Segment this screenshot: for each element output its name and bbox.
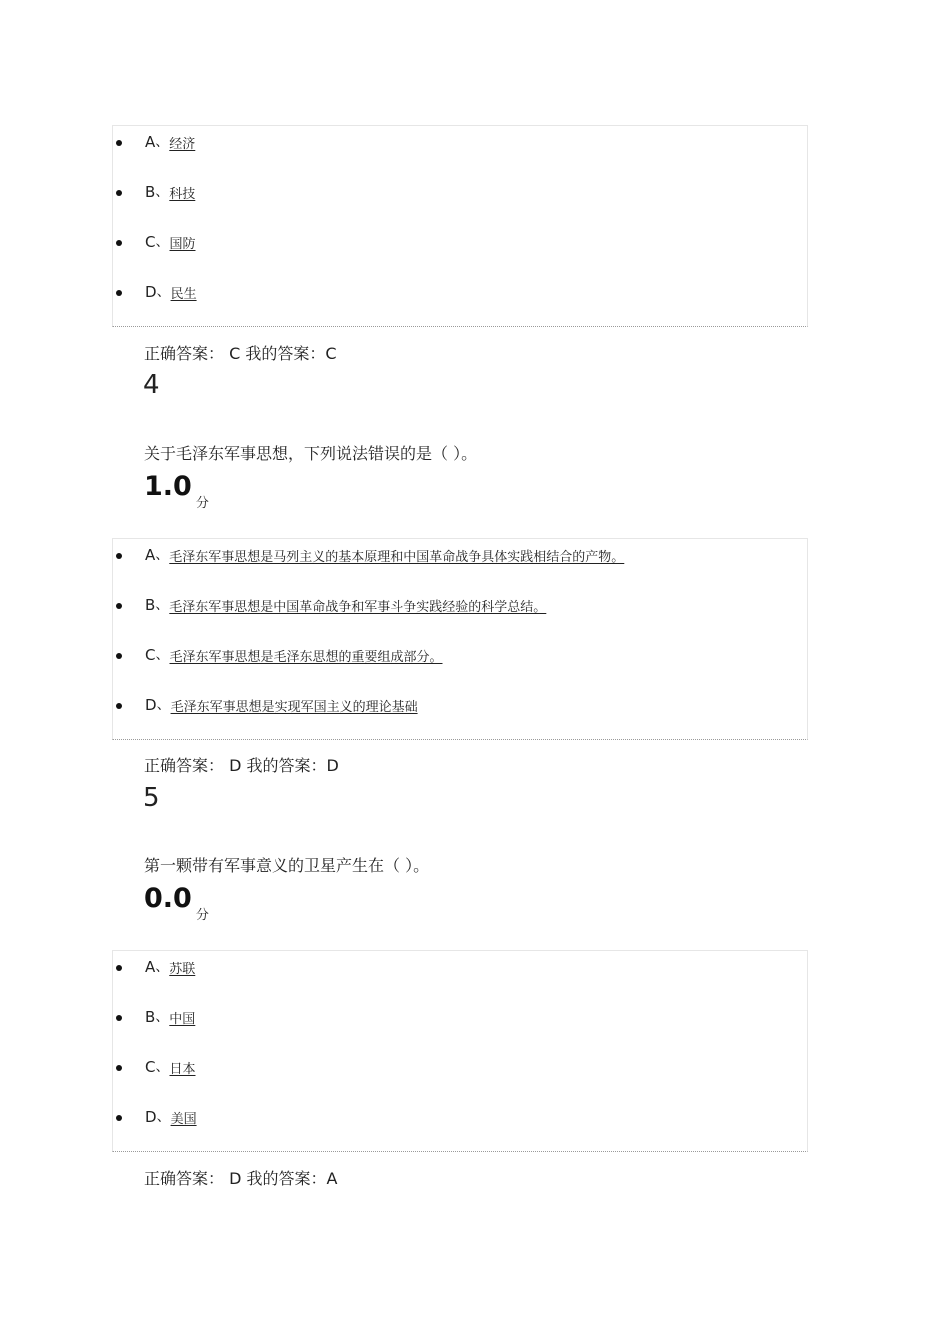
options-box-q4 xyxy=(112,538,808,740)
bullet-icon xyxy=(116,140,122,146)
score-unit: 分 xyxy=(195,496,209,511)
bullet-icon xyxy=(116,965,122,971)
option-c[interactable]: C、国防 xyxy=(113,232,807,282)
question-score xyxy=(144,471,209,511)
bullet-icon xyxy=(116,603,122,609)
option-c[interactable]: C、毛泽东军事思想是毛泽东思想的重要组成部分。 xyxy=(113,645,807,695)
option-text[interactable]: 日本 xyxy=(169,1062,196,1077)
option-text[interactable]: 毛泽东军事思想是毛泽东思想的重要组成部分。 xyxy=(169,650,443,665)
options-box-q5 xyxy=(112,950,808,1152)
option-a[interactable]: A、苏联 xyxy=(113,957,807,1007)
option-d[interactable]: D、毛泽东军事思想是实现军国主义的理论基础 xyxy=(113,695,807,745)
option-b[interactable]: B、中国 xyxy=(113,1007,807,1057)
bullet-icon xyxy=(116,240,122,246)
score-value: 0.0 xyxy=(144,883,192,914)
option-text[interactable]: 苏联 xyxy=(169,962,196,977)
option-a[interactable]: A、毛泽东军事思想是马列主义的基本原理和中国革命战争具体实践相结合的产物。 xyxy=(113,545,807,595)
question-number: 5 xyxy=(143,783,160,813)
question-number: 4 xyxy=(143,370,160,400)
option-text[interactable]: 毛泽东军事思想是中国革命战争和军事斗争实践经验的科学总结。 xyxy=(169,600,547,615)
option-text[interactable]: 科技 xyxy=(169,187,196,202)
bullet-icon xyxy=(116,190,122,196)
bullet-icon xyxy=(116,1065,122,1071)
bullet-icon xyxy=(116,290,122,296)
answer-line-q4: 正确答案： D 我的答案：D xyxy=(144,756,339,775)
bullet-icon xyxy=(116,703,122,709)
option-b[interactable]: B、科技 xyxy=(113,182,807,232)
bullet-icon xyxy=(116,553,122,559)
option-text[interactable]: 民生 xyxy=(170,287,197,302)
option-b[interactable]: B、毛泽东军事思想是中国革命战争和军事斗争实践经验的科学总结。 xyxy=(113,595,807,645)
option-d[interactable]: D、美国 xyxy=(113,1107,807,1157)
bullet-icon xyxy=(116,1015,122,1021)
option-text[interactable]: 国防 xyxy=(169,237,196,252)
options-box-q3 xyxy=(112,125,808,327)
score-value: 1.0 xyxy=(144,471,192,502)
option-text[interactable]: 毛泽东军事思想是实现军国主义的理论基础 xyxy=(170,700,418,715)
answer-line-q5: 正确答案： D 我的答案：A xyxy=(144,1169,338,1188)
score-unit: 分 xyxy=(195,908,209,923)
option-c[interactable]: C、日本 xyxy=(113,1057,807,1107)
question-stem: 第一颗带有军事意义的卫星产生在（ ）。 xyxy=(144,856,430,875)
option-text[interactable]: 中国 xyxy=(169,1012,196,1027)
option-a[interactable]: A、经济 xyxy=(113,132,807,182)
option-d[interactable]: D、民生 xyxy=(113,282,807,332)
option-text[interactable]: 毛泽东军事思想是马列主义的基本原理和中国革命战争具体实践相结合的产物。 xyxy=(169,550,625,565)
option-text[interactable]: 经济 xyxy=(169,137,196,152)
bullet-icon xyxy=(116,1115,122,1121)
answer-line-q3: 正确答案： C 我的答案：C xyxy=(144,344,337,363)
question-score xyxy=(144,883,209,923)
bullet-icon xyxy=(116,653,122,659)
question-stem: 关于毛泽东军事思想，下列说法错误的是（ ）。 xyxy=(144,444,478,463)
option-text[interactable]: 美国 xyxy=(170,1112,197,1127)
